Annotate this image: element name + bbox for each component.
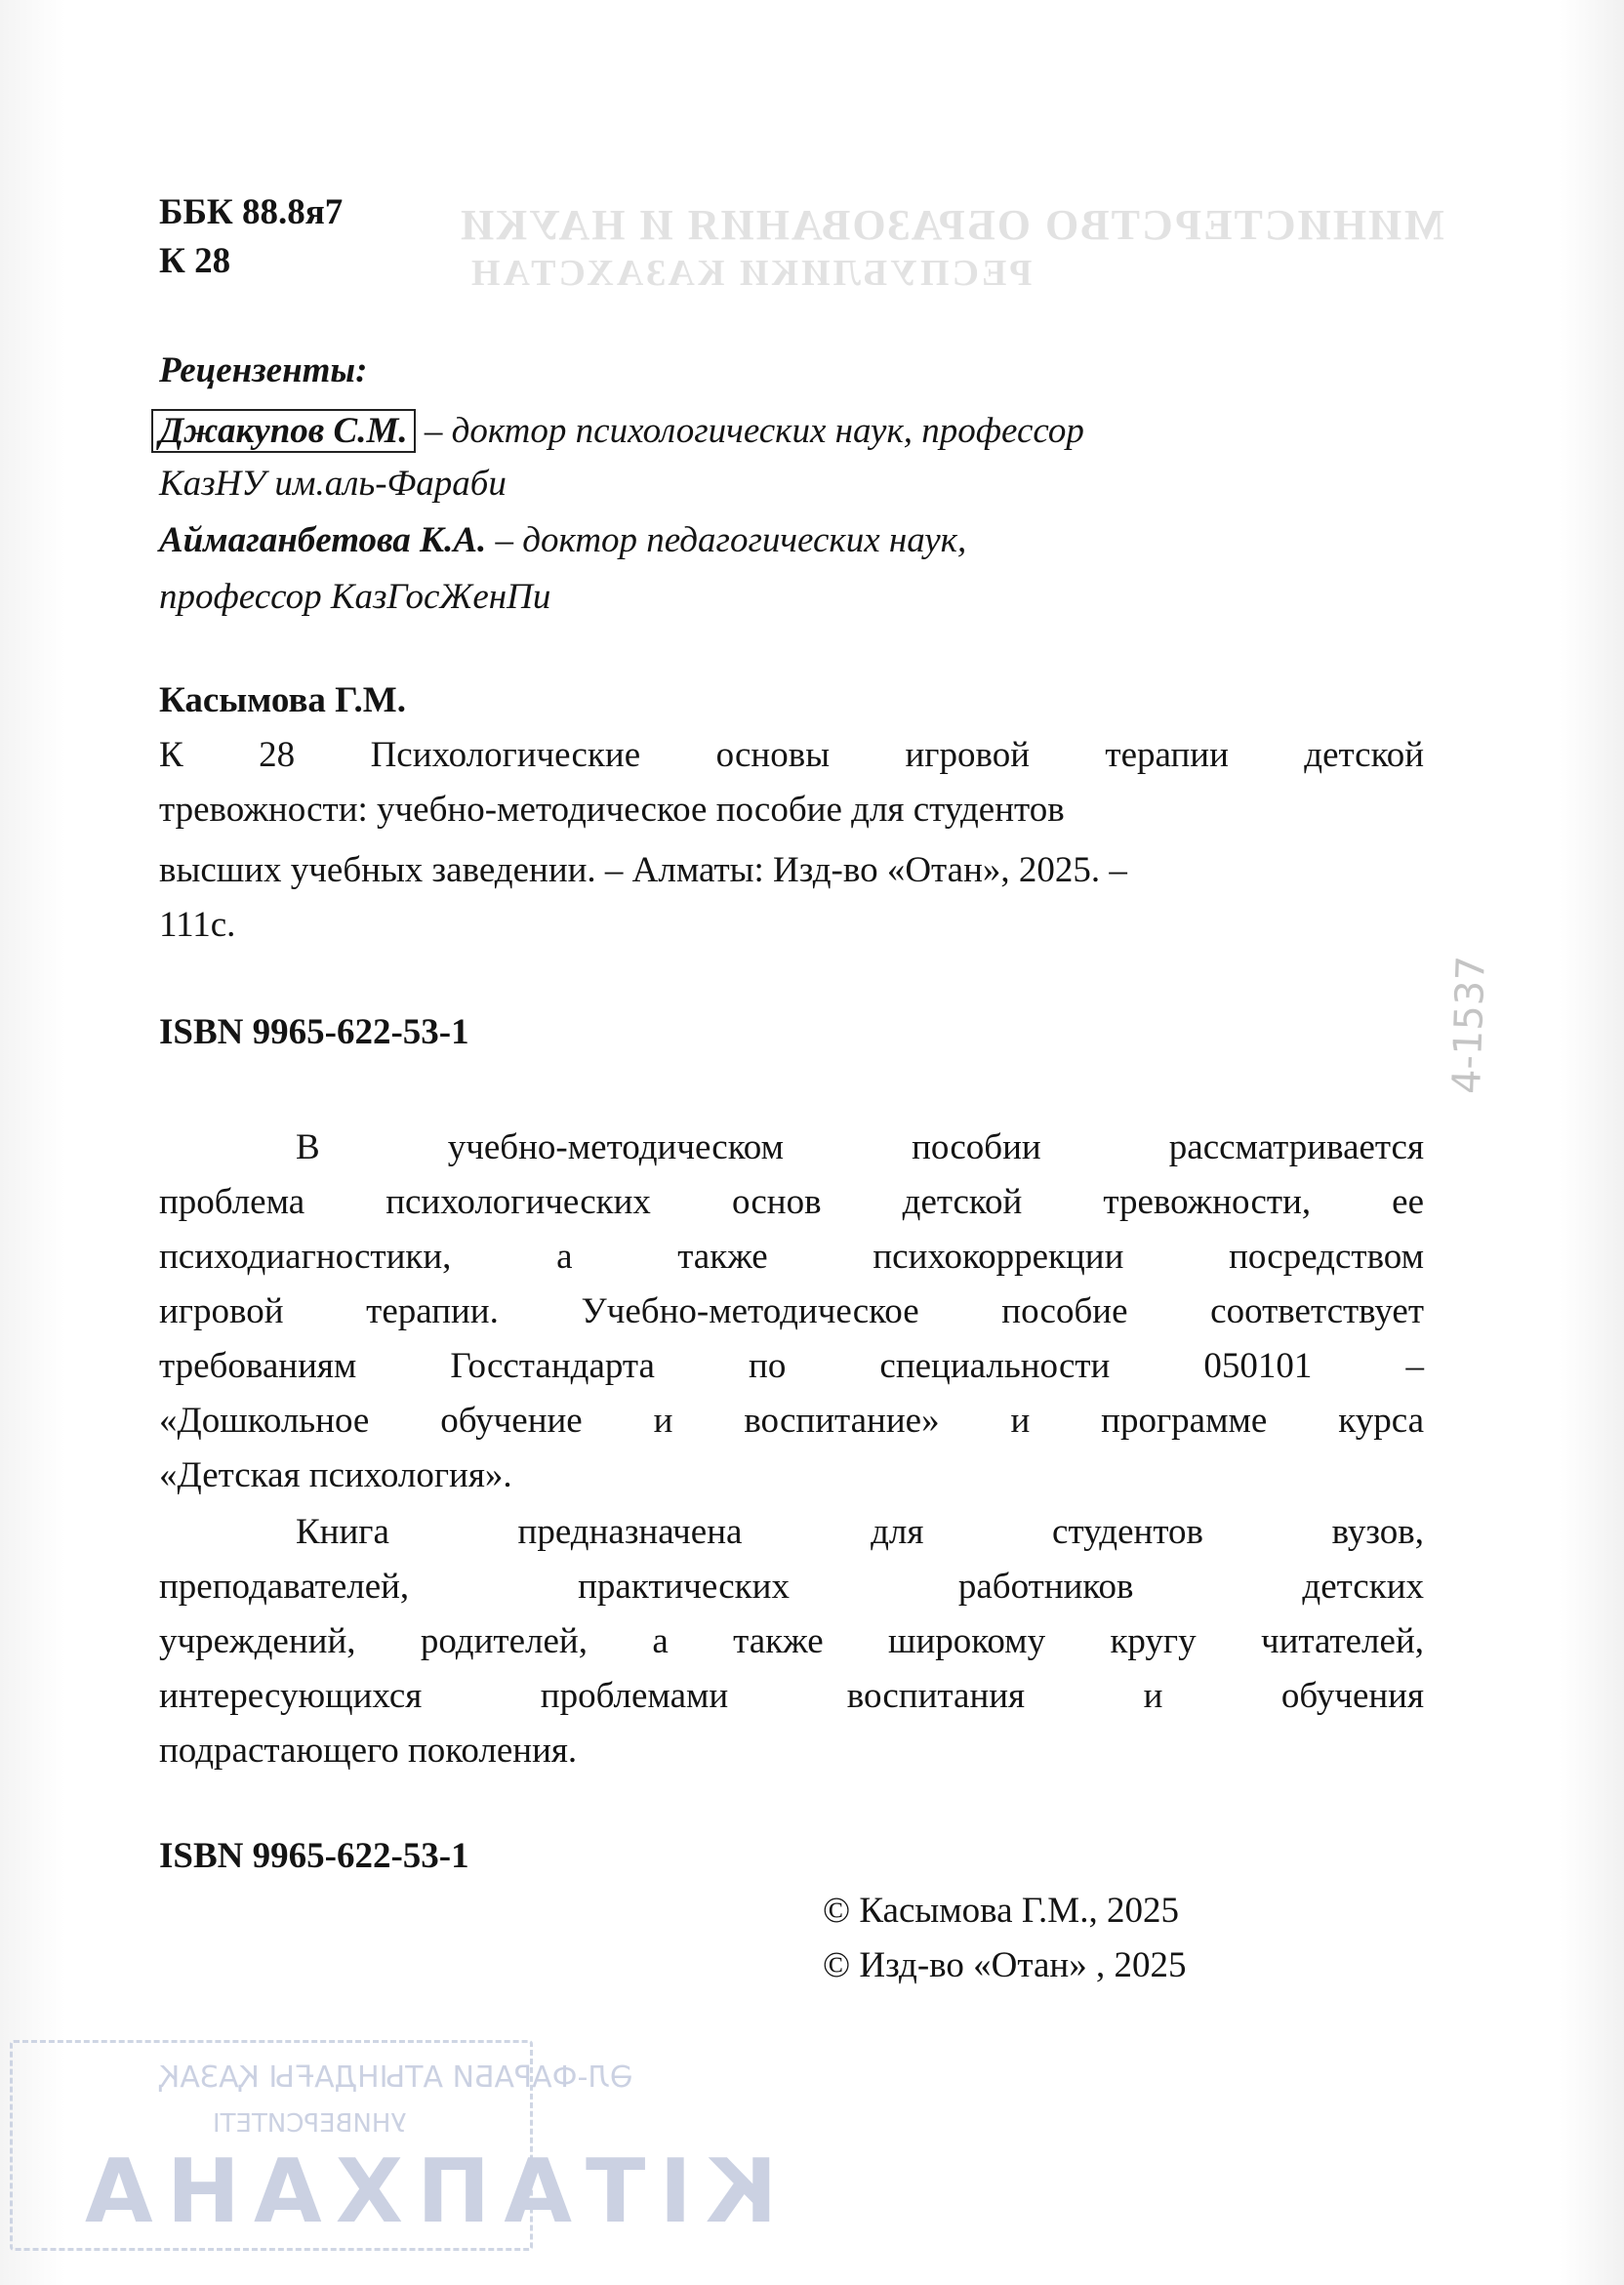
abstract-p2-line-2: преподавателей, практических работников детских xyxy=(159,1567,1424,1607)
abstract-p1-line-4: игровой терапии. Учебно-методическое пособие соответствует xyxy=(159,1291,1424,1331)
abstract-p2-line-5: подрастающего поколения. xyxy=(159,1731,578,1771)
stamp-line-1: ӘЛ-ФАРАБИ АТЫНДАҒЫ ҚАЗАҚ xyxy=(159,2061,633,2095)
bleed-through-line-2: РЕСПУБЛИКИ КАЗАХСТАН xyxy=(468,253,1033,294)
reviewer-1-desc: – доктор психологических наук, профессор xyxy=(415,411,1084,451)
reviewer-2-name: Аймаганбетова К.А. xyxy=(159,520,487,560)
abstract-p2-line-4: интересующихся проблемами воспитания и обучения xyxy=(159,1676,1424,1716)
bib-line-3: высших учебных заведении. – Алматы: Изд-во «Отан», 2025. – xyxy=(159,850,1127,890)
bleed-through-line-1: МИНИСТЕРСТВО ОБРАЗОВАНИЯ И НАУКИ xyxy=(459,201,1444,249)
reviewer-1 xyxy=(159,410,1084,453)
abstract-p1-line-1: В учебно-методическом пособии рассматривается xyxy=(296,1127,1424,1167)
stamp-line-3: КІТАПХАНА xyxy=(71,2141,778,2243)
reviewer-2-affiliation: профессор КазГосЖенПи xyxy=(159,577,551,617)
bib-line-1: К 28 Психологические основы игровой терапии детской xyxy=(159,735,1424,775)
copyright-author: © Касымова Г.М., 2025 xyxy=(823,1891,1179,1931)
author-mark: К 28 xyxy=(159,241,231,281)
abstract-p1-line-5: требованиям Госстандарта по специальности 050101 – xyxy=(159,1346,1424,1386)
abstract-p2-line-3: учреждений, родителей, а также широкому кругу читателей, xyxy=(159,1621,1424,1661)
bib-line-4: 111с. xyxy=(159,905,236,945)
bbk-code: ББК 88.8я7 xyxy=(159,192,344,232)
bib-author: Касымова Г.М. xyxy=(159,680,406,720)
reviewer-2-desc: – доктор педагогических наук, xyxy=(486,520,967,560)
reviewer-1-name: Джакупов С.М. xyxy=(151,409,416,453)
reviewer-2 xyxy=(159,519,966,562)
abstract-p1-line-6: «Дошкольное обучение и воспитание» и программе курса xyxy=(159,1401,1424,1441)
margin-handwritten-note: 4-1537 xyxy=(1444,955,1494,1095)
reviewer-1-affiliation: КазНУ им.аль-Фараби xyxy=(159,464,507,504)
abstract-p1-line-3: психодиагностики, а также психокоррекции посредством xyxy=(159,1237,1424,1277)
abstract-p2-line-1: Книга предназначена для студентов вузов, xyxy=(296,1512,1424,1552)
abstract-p1-line-2: проблема психологических основ детской тревожности, ее xyxy=(159,1182,1424,1222)
library-stamp xyxy=(10,2040,778,2251)
isbn-bottom: ISBN 9965-622-53-1 xyxy=(159,1836,469,1876)
bib-line-2: тревожности: учебно-методическое пособие для студентов xyxy=(159,790,1065,830)
abstract-p1-line-7: «Детская психология». xyxy=(159,1455,512,1495)
stamp-line-2: УНИВЕРСИТЕТІ xyxy=(213,2109,407,2139)
isbn-top: ISBN 9965-622-53-1 xyxy=(159,1012,469,1052)
reviewers-heading: Рецензенты: xyxy=(159,350,368,390)
copyright-publisher: © Изд-во «Отан» , 2025 xyxy=(823,1945,1187,1985)
